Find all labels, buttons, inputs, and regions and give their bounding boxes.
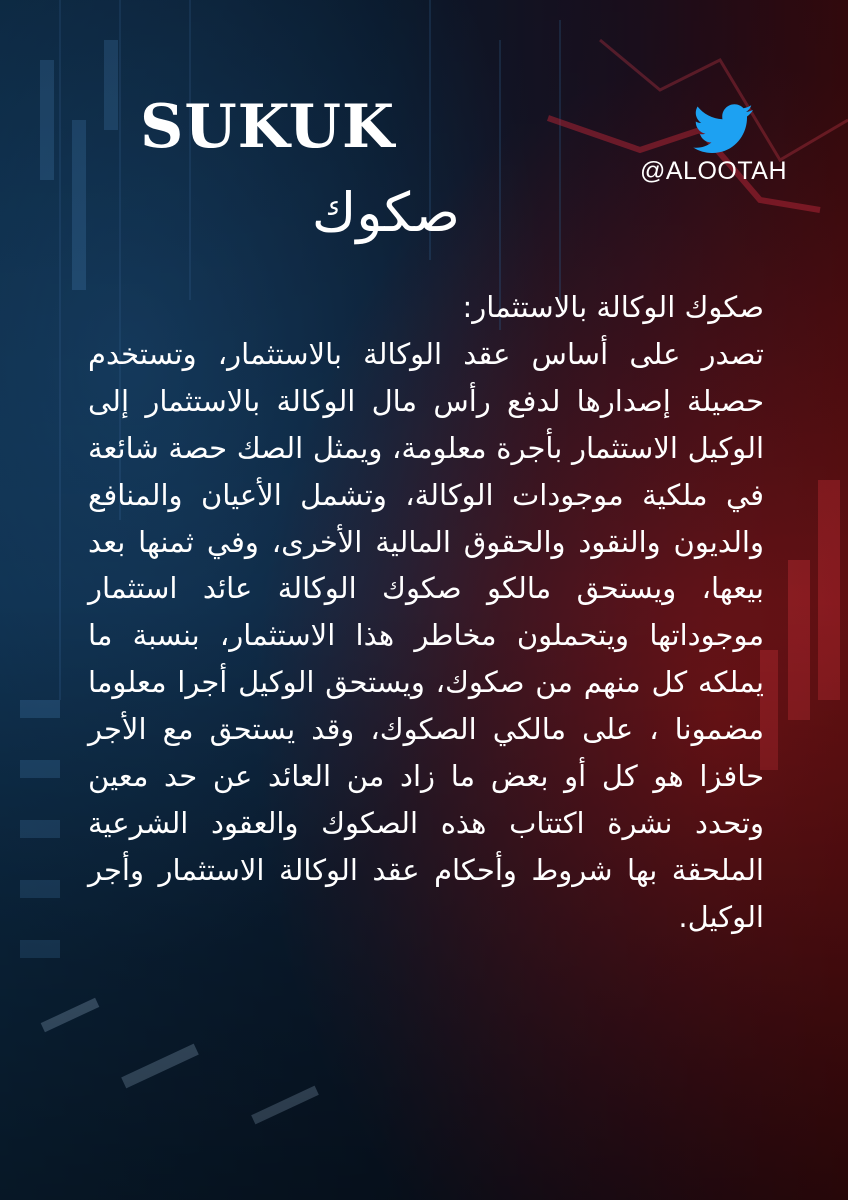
title-english: SUKUK <box>140 92 396 162</box>
twitter-handle[interactable]: @ALOOTAH <box>640 157 787 185</box>
article-heading: صكوك الوكالة بالاستثمار: <box>462 290 764 324</box>
twitter-bird-icon[interactable] <box>693 104 755 154</box>
title-arabic: صكوك <box>311 181 460 244</box>
article-body: تصدر على أساس عقد الوكالة بالاستثمار، وتستخدم حصيلة إصدارها لدفع رأس مال الوكالة بالاستثمار إلى الوكيل الاستثمار بأجرة معلومة، ويمثل الصك حصة شائعة في ملكية موجودات الوكالة، وتشمل الأعيان والمنافع والديون والنقود والحقوق المالية الأخرى، وفي ثمنها بعد بيعها، ويستحق مالكو صكوك الوكالة عائد استثمار موجوداتها ويتحملون مخاطر هذا الاستثمار، بنسبة ما يملكه كل منهم من صكوك، ويستحق الوكيل أجرا معلوما مضمونا ، على مالكي الصكوك، وقد يستحق مع الأجر حافزا هو كل أو بعض ما زاد من العائد عن حد معين وتحدد نشرة اكتتاب هذه الصكوك والعقود الشرعية الملحقة بها شروط وأحكام عقد الوكالة الاستثمار وأجر الوكيل. <box>88 336 764 934</box>
article-text <box>88 284 764 941</box>
